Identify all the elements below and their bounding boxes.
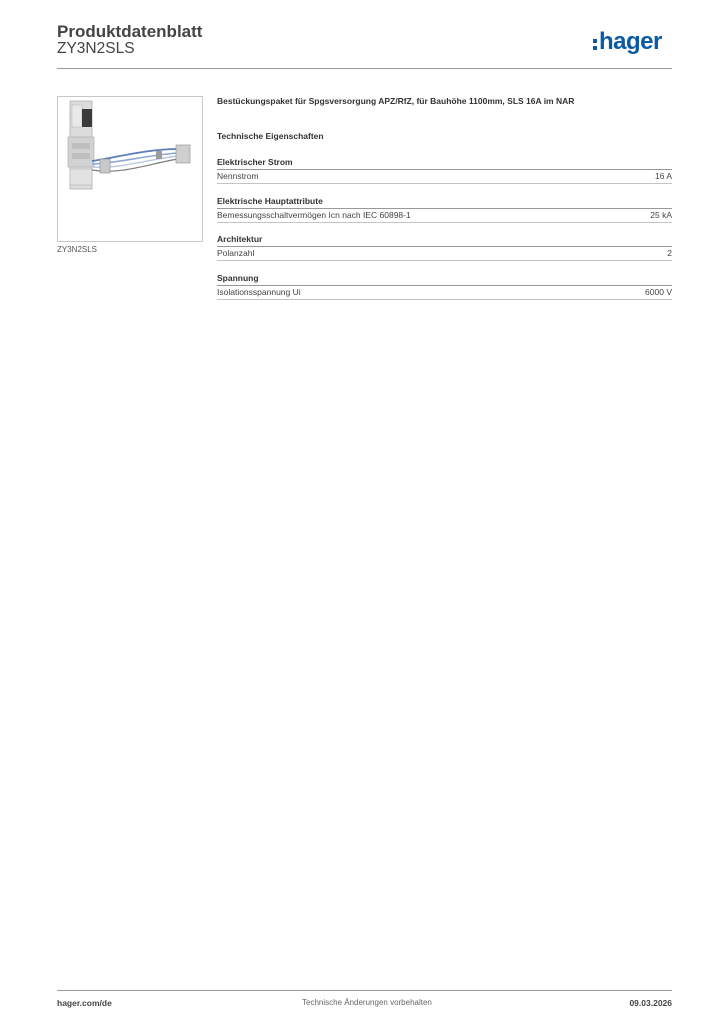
property-label: Nennstrom: [217, 171, 259, 181]
property-value: 2: [667, 248, 672, 258]
footer-divider: [57, 990, 672, 991]
product-image: [57, 96, 203, 242]
header-divider: [57, 68, 672, 69]
footer-website-link[interactable]: hager.com/de: [57, 998, 112, 1008]
property-row: [217, 170, 672, 184]
image-caption: ZY3N2SLS: [57, 245, 98, 254]
product-code: ZY3N2SLS: [57, 40, 135, 57]
page-title: Produktdatenblatt: [57, 22, 203, 41]
property-row: [217, 209, 672, 223]
hager-logo: [593, 28, 662, 56]
property-group-architektur: [217, 234, 672, 261]
product-description: Bestückungspaket für Spgsversorgung APZ/RfZ, für Bauhöhe 1100mm, SLS 16A im NAR: [217, 96, 575, 106]
footer-date: 09.03.2026: [629, 998, 672, 1008]
property-group-strom: [217, 157, 672, 184]
product-illustration: [58, 97, 202, 241]
property-row: [217, 286, 672, 300]
logo-text: hager: [599, 28, 662, 55]
property-group-hauptattribute: [217, 196, 672, 223]
group-title: Elektrische Hauptattribute: [217, 196, 672, 209]
property-value: 25 kA: [650, 210, 672, 220]
group-title: Architektur: [217, 234, 672, 247]
group-title: Elektrischer Strom: [217, 157, 672, 170]
property-group-spannung: [217, 273, 672, 300]
property-label: Isolationsspannung Ui: [217, 287, 301, 297]
property-row: [217, 247, 672, 261]
property-value: 6000 V: [645, 287, 672, 297]
logo-dots-icon: [593, 39, 597, 50]
section-title: Technische Eigenschaften: [217, 131, 324, 141]
group-title: Spannung: [217, 273, 672, 286]
property-value: 16 A: [654, 171, 672, 181]
property-label: Bemessungsschaltvermögen Icn nach IEC 60898-1: [217, 210, 411, 220]
footer-notice: Technische Änderungen vorbehalten: [302, 998, 432, 1007]
property-label: Polanzahl: [217, 248, 255, 258]
